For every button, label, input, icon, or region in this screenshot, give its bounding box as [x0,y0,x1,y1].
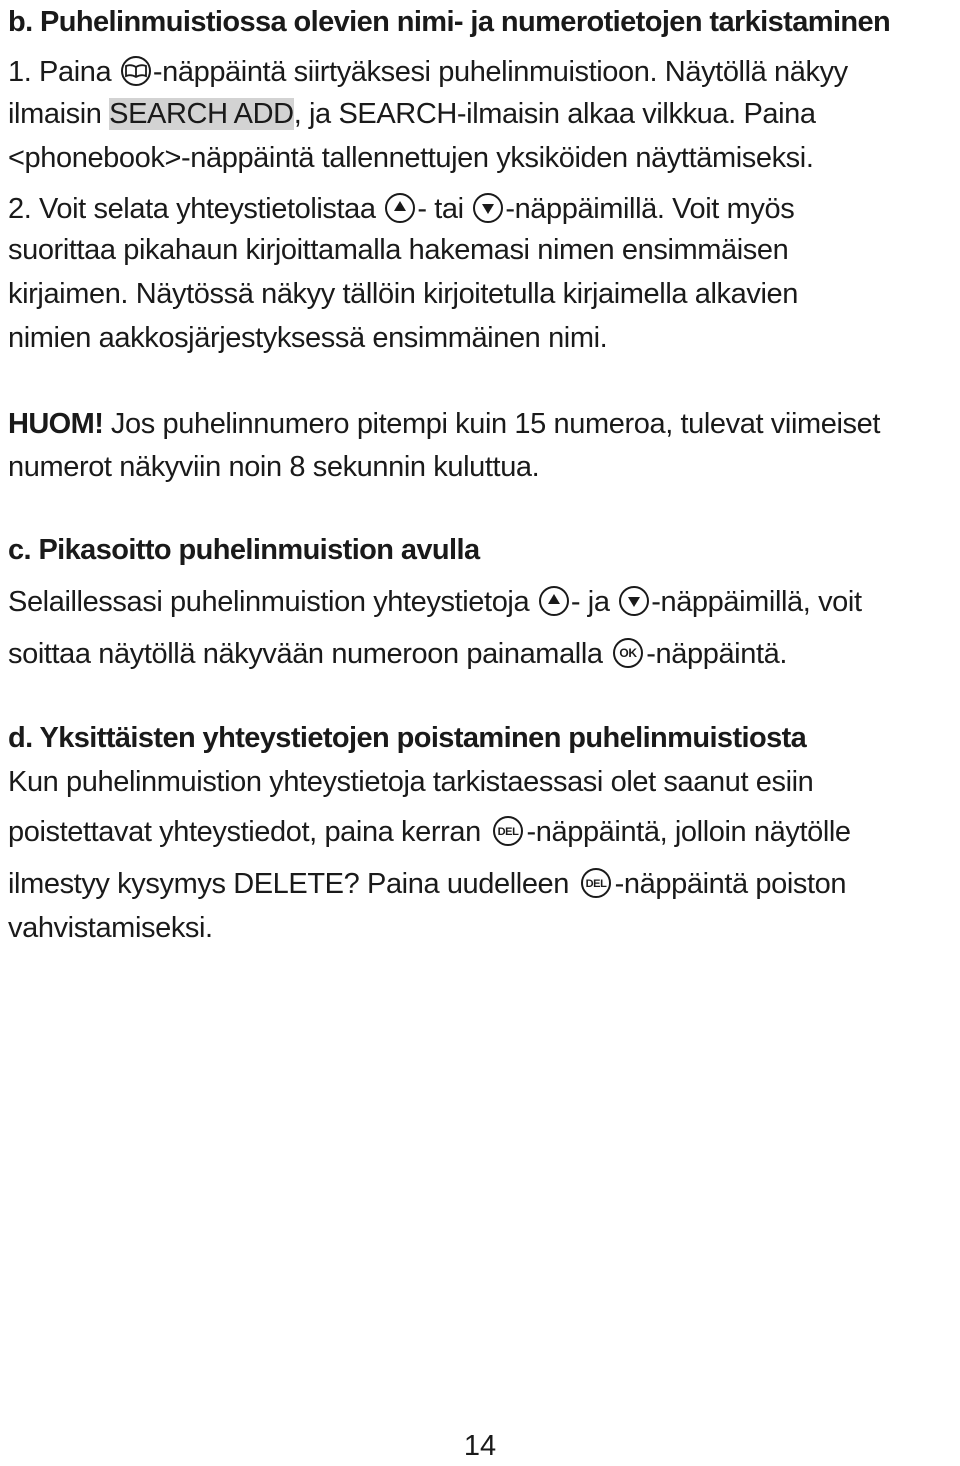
page-number: 14 [463,1430,497,1462]
section-b-line-1 [8,50,848,94]
search-add-highlight: SEARCH ADD [109,98,294,130]
note-line-2: numerot näkyviin noin 8 sekunnin kuluttua. [8,451,540,483]
down-arrow-key-icon [618,585,650,617]
text: -näppäintä poiston [614,868,847,900]
ok-key-icon [611,637,645,669]
section-b-line-2 [8,92,816,136]
section-c-heading: c. Pikasoitto puhelinmuistion avulla [8,534,480,566]
text: - ja [570,586,618,618]
text: , ja SEARCH-ilmaisin alkaa vilkkua. Paina [293,98,816,130]
text: Jos puhelinnumero pitempi kuin 15 numeroa, tulevat viimeiset [103,408,881,440]
del-key-icon [490,815,526,847]
section-d-line-4: vahvistamiseksi. [8,912,213,944]
text: -näppäintä. [646,638,787,670]
text: -näppäintä, jolloin näytölle [526,816,851,848]
section-d-line-1: Kun puhelinmuistion yhteystietoja tarkistaessasi olet saanut esiin [8,766,814,798]
section-b-line-3: <phonebook>-näppäintä tallennettujen yksiköiden näyttämiseksi. [8,142,814,174]
up-arrow-key-icon [384,192,416,224]
section-b-line-6: kirjaimen. Näytössä näkyy tällöin kirjoitetulla kirjaimella alkavien [8,278,798,310]
note-line-1 [8,402,880,446]
section-b-line-4 [8,187,794,231]
text: Selaillessasi puhelinmuistion yhteystietoja [8,586,537,618]
section-d-heading: d. Yksittäisten yhteystietojen poistaminen puhelinmuistiosta [8,722,807,754]
up-arrow-key-icon [538,585,570,617]
text: soittaa näytöllä näkyvään numeroon painamalla [8,638,611,670]
text: -näppäintä siirtyäksesi puhelinmuistioon. Näytöllä näkyy [152,56,848,88]
text: ilmaisin [8,98,110,130]
phonebook-key-icon [120,55,152,87]
section-b-heading: b. Puhelinmuistiossa olevien nimi- ja numerotietojen tarkistaminen [8,6,891,38]
section-c-line-2 [8,632,787,676]
text: -näppäimillä, voit [651,586,862,618]
section-b-line-5: suorittaa pikahaun kirjoittamalla hakemasi nimen ensimmäisen [8,234,789,266]
text: 1. Paina [8,56,119,88]
section-b-line-7: nimien aakkosjärjestyksessä ensimmäinen nimi. [8,322,608,354]
del-key-icon [578,867,614,899]
text: - tai [417,193,472,225]
del-key-label: DEL [497,826,518,838]
section-d-line-3 [8,862,846,906]
section-c-line-1 [8,580,862,624]
text: ilmestyy kysymys DELETE? Paina uudelleen [8,868,577,900]
text: poistettavat yhteystiedot, paina kerran [8,816,489,848]
del-key-label: DEL [585,878,607,890]
ok-key-label: OK [619,646,637,660]
text: 2. Voit selata yhteystietolistaa [8,193,384,225]
down-arrow-key-icon [472,192,504,224]
note-label: HUOM! [8,408,104,440]
text: -näppäimillä. Voit myös [505,193,795,225]
section-d-line-2 [8,810,851,854]
